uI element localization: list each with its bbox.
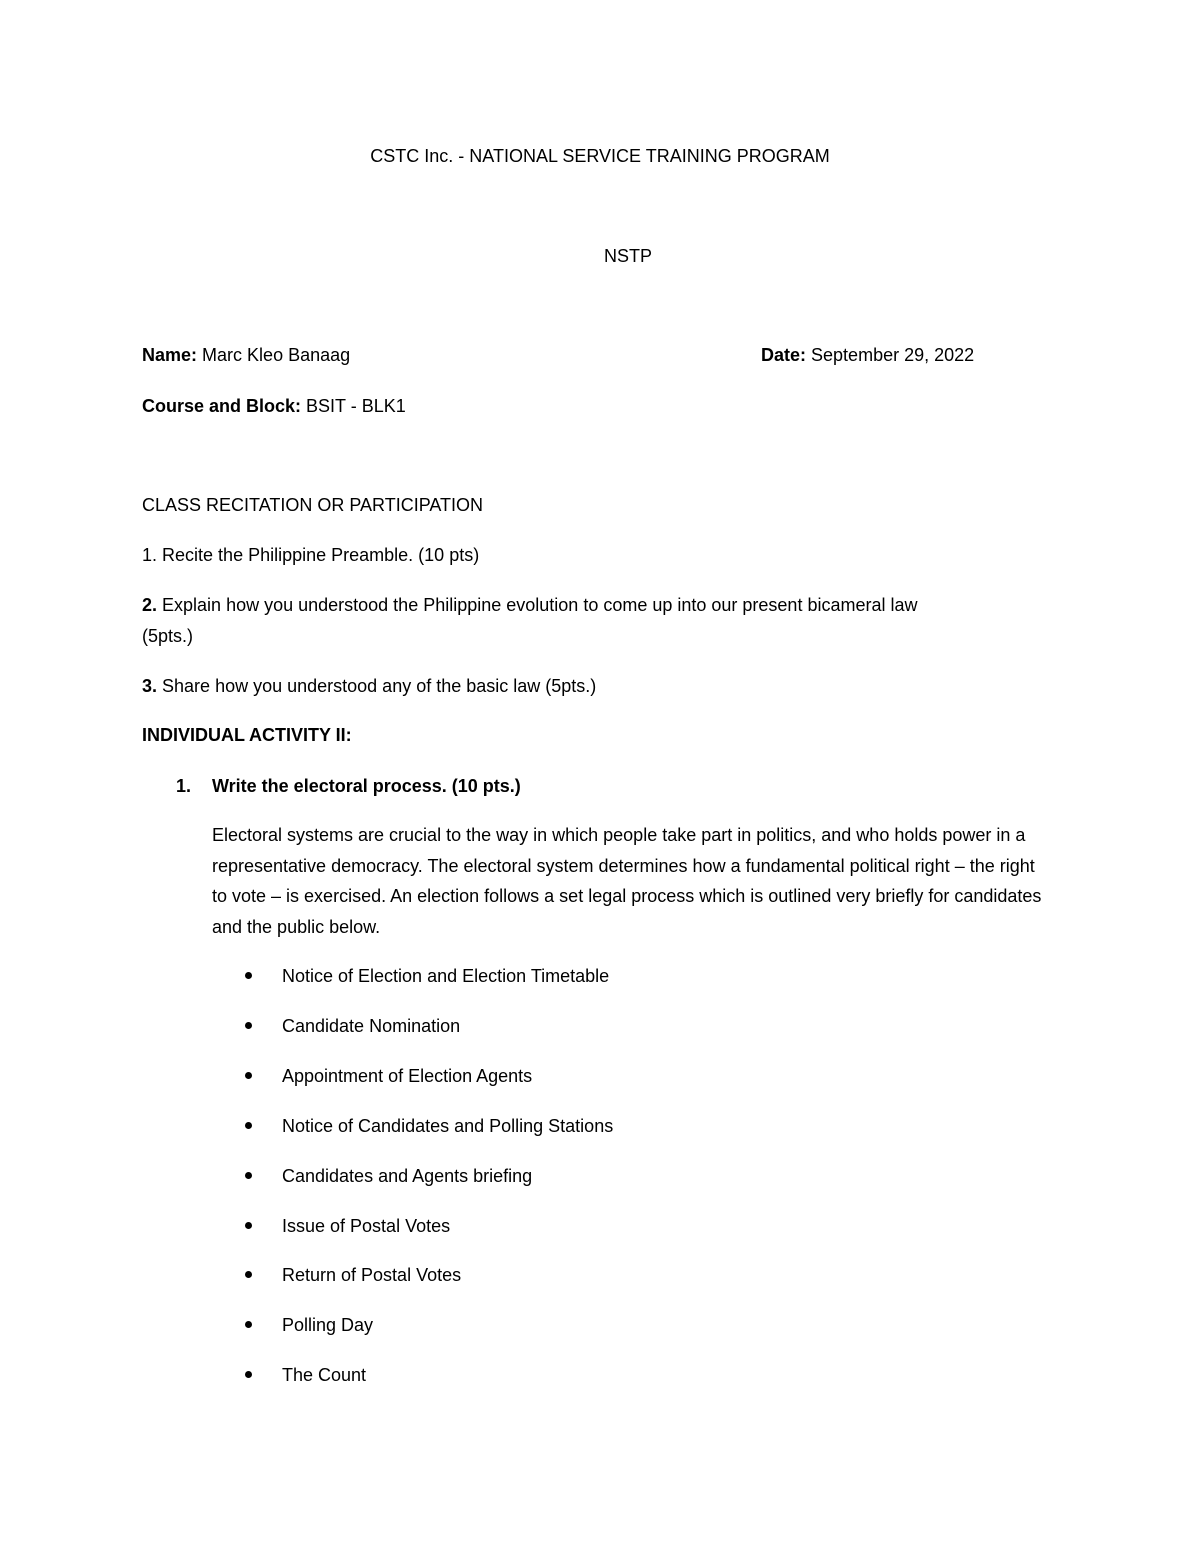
recitation-item-3 [142,674,596,698]
electoral-step-item: Notice of Election and Election Timetable [282,966,610,986]
activity-question-number: 1. [176,776,192,796]
electoral-step-item: Return of Postal Votes [282,1265,462,1285]
name-value: Marc Kleo Banaag [202,345,351,365]
activity-question: Write the electoral process. (10 pts.) [212,776,521,796]
recitation-item-number: 2. [142,595,158,615]
recitation-item-text: Share how you understood any of the basic law (5pts.) [162,676,597,696]
date-field [761,343,974,367]
electoral-step-item: Appointment of Election Agents [282,1066,533,1086]
document-title: CSTC Inc. - NATIONAL SERVICE TRAINING PROGRAM [370,146,830,166]
recitation-item-text: Recite the Philippine Preamble. (10 pts) [162,545,480,565]
recitation-item-2 [142,593,918,617]
bullet-icon [244,1064,254,1074]
activity-answer-paragraph: Electoral systems are crucial to the way in which people take part in politics, and who holds power in a representative democracy. The electoral system determines how a fundamental political right – the right to vote – is exercised. An election follows a set legal process which is outlined very briefly for candidates and the public below. [212,825,1042,937]
recitation-item-number: 1. [142,545,158,565]
bullet-icon [244,1014,254,1024]
bullet-icon [244,1214,254,1224]
electoral-step-item: Candidate Nomination [282,1016,461,1036]
electoral-step-item: Notice of Candidates and Polling Stations [282,1116,614,1136]
bullet-icon [244,1114,254,1124]
recitation-item-number: 3. [142,676,158,696]
bullet-icon [244,1164,254,1174]
activity-heading: INDIVIDUAL ACTIVITY II: [142,725,352,745]
electoral-step-item: Polling Day [282,1315,374,1335]
document-subject: NSTP [603,246,652,266]
electoral-step-item: Issue of Postal Votes [282,1216,451,1236]
date-value: September 29, 2022 [811,345,975,365]
course-value: BSIT - BLK1 [306,396,406,416]
name-label: Name: [142,345,198,365]
recitation-heading: CLASS RECITATION OR PARTICIPATION [142,495,484,515]
name-field [142,343,350,367]
recitation-item-text: Explain how you understood the Philippine evolution to come up into our present bicameral law [162,595,918,615]
course-field [142,394,406,418]
electoral-step-item: The Count [282,1365,367,1385]
date-label: Date: [761,345,807,365]
electoral-step-item: Candidates and Agents briefing [282,1166,533,1186]
bullet-icon [244,1363,254,1373]
bullet-icon [244,964,254,974]
bullet-icon [244,1313,254,1323]
bullet-icon [244,1263,254,1273]
recitation-item-1 [142,543,479,567]
course-label: Course and Block: [142,396,302,416]
recitation-item-2-continued: (5pts.) [142,626,194,646]
